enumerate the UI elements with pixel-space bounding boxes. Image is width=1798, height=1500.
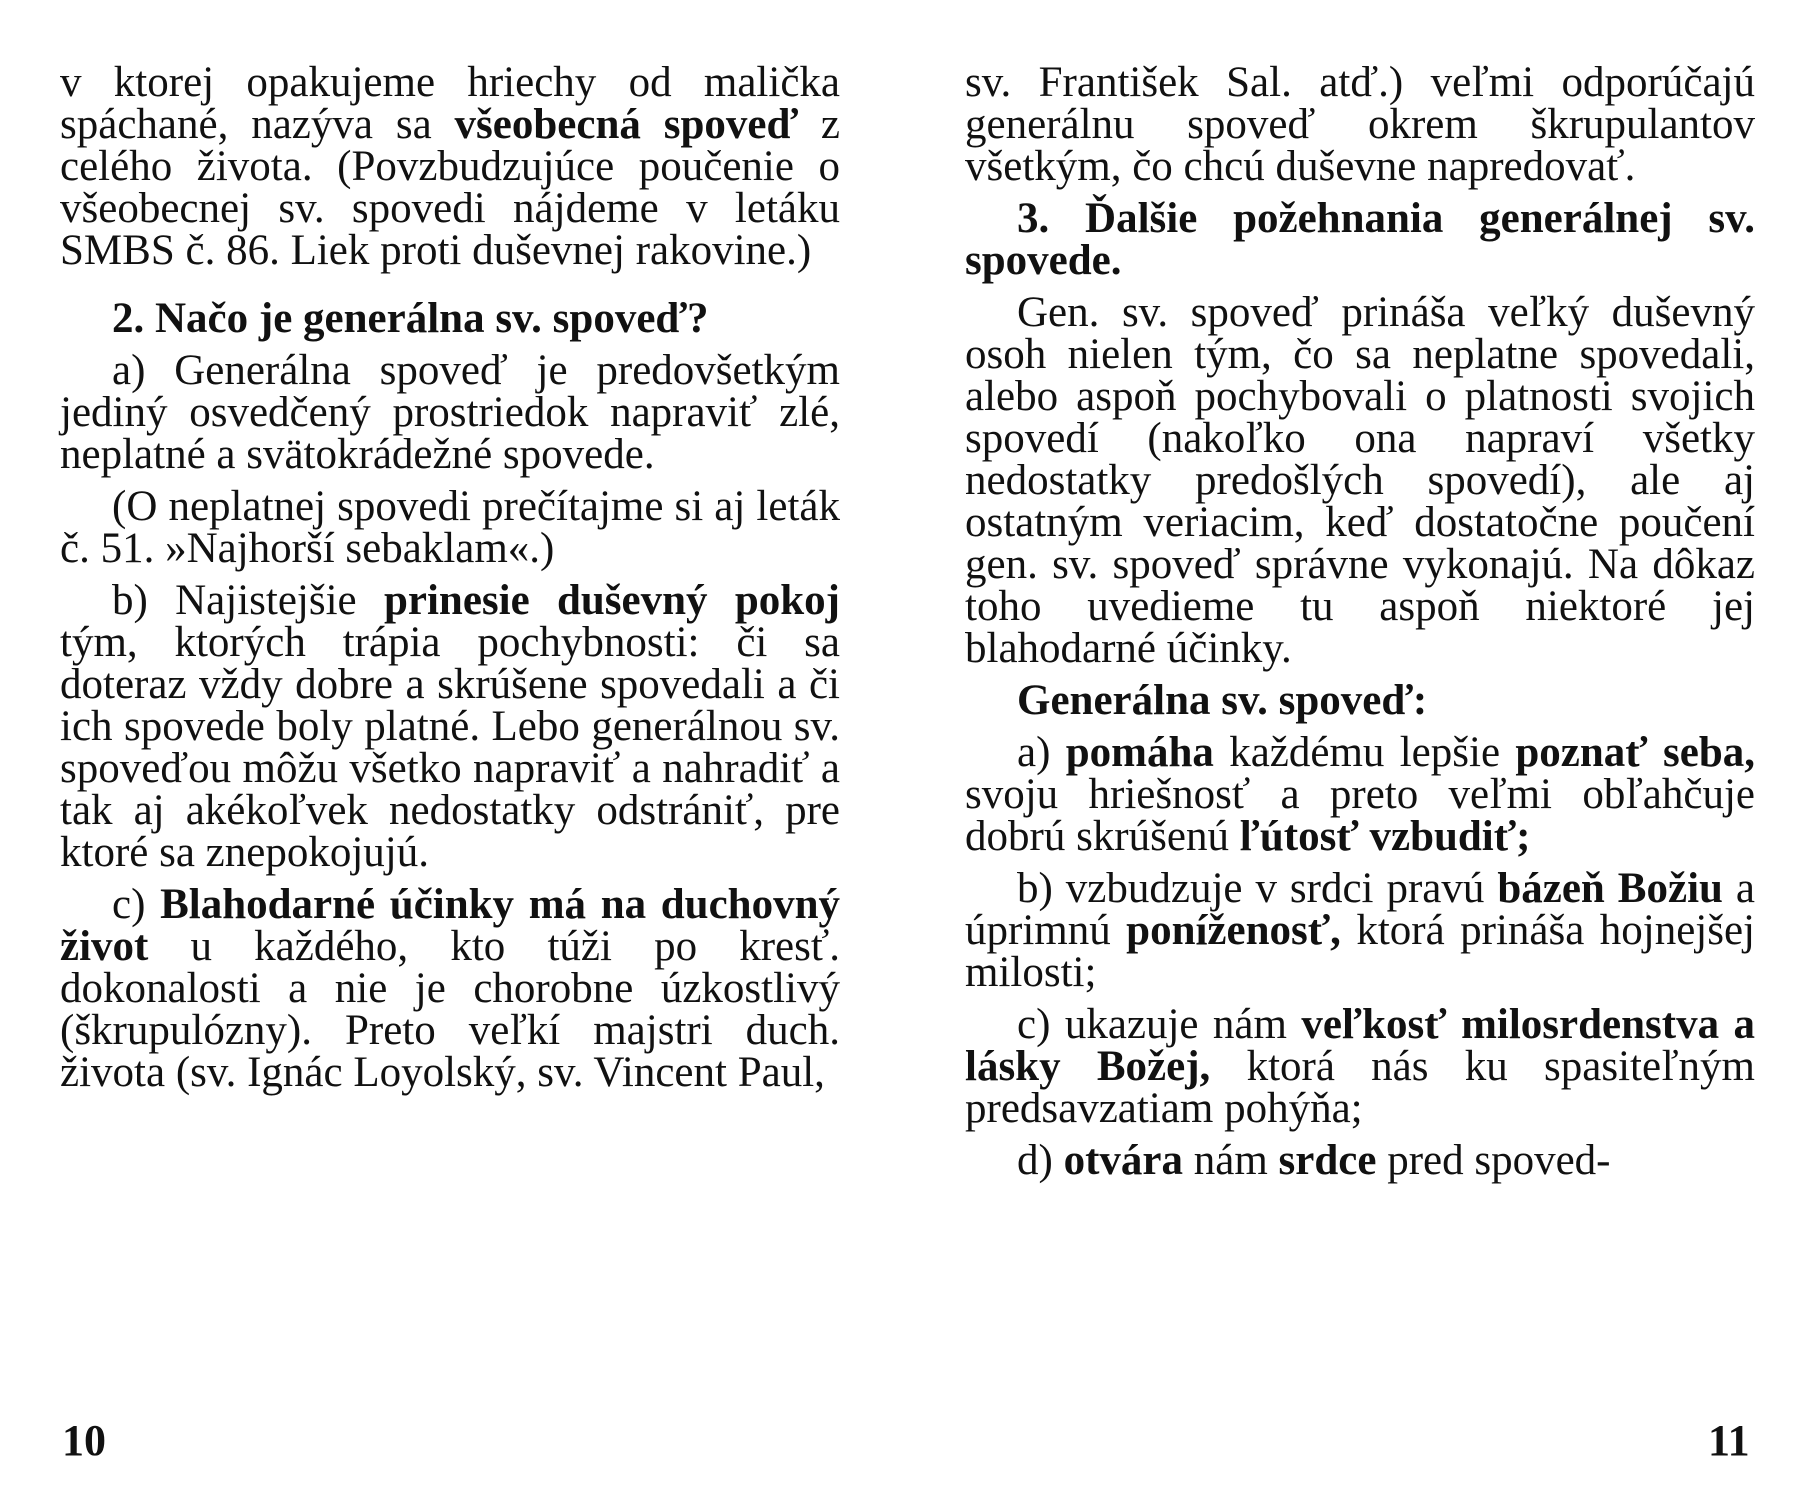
page-number-right: 11 xyxy=(1708,1416,1750,1465)
bold-term: prinesie duševný pokoj xyxy=(383,577,840,624)
text-run: d) xyxy=(1017,1137,1064,1184)
list-item-c xyxy=(965,1001,1756,1132)
text-run: pred spoved- xyxy=(1376,1137,1611,1184)
text-run: každému lepšie xyxy=(1213,729,1516,776)
text-run: a úprimnú xyxy=(965,865,1755,954)
text-run: svoju hriešnosť a preto veľmi obľahčuje dobrú skrúšenú xyxy=(965,771,1755,860)
bold-term: všeobecná spoveď xyxy=(454,101,799,148)
bold-term: poníženosť, xyxy=(1126,907,1341,954)
right-page xyxy=(965,59,1756,1192)
paragraph-c xyxy=(60,881,841,1096)
bold-term: pomáha xyxy=(1065,729,1214,776)
bold-term: poznať seba, xyxy=(1515,729,1755,776)
text-run: c) xyxy=(112,881,161,928)
text-run: c) ukazuje nám xyxy=(1017,1001,1302,1048)
text-run: nám xyxy=(1182,1137,1279,1184)
section-heading-3: 3. Ďalšie požehnania generálnej sv. spovede. xyxy=(965,195,1755,284)
text-run: v ktorej opakujeme hriechy od malička spáchané, nazýva sa xyxy=(60,59,840,148)
list-item-b xyxy=(965,865,1755,996)
text-run: tým, ktorých trápia pochybnosti: či sa doteraz vždy dobre a skrúšene spovedali a či ich spovede boly platné. Lebo generálnou sv. spoveďou môžu všetko napraviť a nahradiť a tak aj akékoľvek nedostatky odstrániť, pre ktoré sa znepokojujú. xyxy=(60,619,840,876)
bold-term: ľútosť vzbudiť; xyxy=(1239,813,1531,860)
left-page xyxy=(60,59,841,1104)
text-run: ktorá nás ku spasiteľným predsavzatiam pohýňa; xyxy=(965,1043,1755,1132)
paragraph-blessings: Gen. sv. spoveď prináša veľký duševný osoh nielen tým, čo sa neplatne spovedali, alebo aspoň pochybovali o platnosti svojich spovedí (nakoľko ona napraví všetky nedostatky predošlých spovedí), ale aj ostatným veriacim, keď dostatočne poučení gen. sv. spoveď správne vykonajú. Na dôkaz toho uvedieme tu aspoň niektoré jej blahodarné účinky. xyxy=(965,289,1755,672)
paragraph-general-confession-intro xyxy=(60,59,840,274)
paragraph-b xyxy=(60,577,840,876)
section-heading-2: 2. Načo je generálna sv. spoveď? xyxy=(112,295,709,342)
text-run: z celého života. (Povzbudzujúce poučenie o všeobecnej sv. spovedi nájdeme v letáku SMBS č. 86. Liek proti duševnej rakovine.) xyxy=(60,101,840,274)
list-item-a xyxy=(965,729,1755,860)
bold-term: srdce xyxy=(1278,1137,1377,1184)
paragraph-continuation: sv. František Sal. atď.) veľmi odporúčajú generálnu spoveď okrem škrupulantov všetkým, čo chcú duševne napredovať. xyxy=(965,59,1755,190)
section-heading-4: Generálna sv. spoveď: xyxy=(1017,677,1428,724)
paragraph-a: a) Generálna spoveď je predovšetkým jediný osvedčený prostriedok napraviť zlé, neplatné a svätokrádežné spovede. xyxy=(60,347,840,478)
text-run: a) xyxy=(1017,729,1066,776)
list-item-d xyxy=(965,1137,1755,1184)
paragraph-a-note: (O neplatnej spovedi prečítajme si aj leták č. 51. »Najhorší sebaklam«.) xyxy=(60,483,840,572)
text-run: ktorá prináša hojnejšej milosti; xyxy=(965,907,1755,996)
page-number-left: 10 xyxy=(62,1416,106,1465)
text-run: b) vzbudzuje v srdci pravú xyxy=(1017,865,1498,912)
bold-term: otvára xyxy=(1063,1137,1183,1184)
text-run: u každého, kto túži po kresť. dokonalosti a nie je chorobne úzkostlivý (škrupulózny). Preto veľkí majstri duch. života (sv. Ignác Loyolský, sv. Vincent Paul, xyxy=(60,923,840,1096)
bold-term: Blahodarné účinky má na duchovný život xyxy=(60,881,841,970)
bold-term: bázeň Božiu xyxy=(1497,865,1723,912)
bold-term: veľkosť milosrdenstva a lásky Božej, xyxy=(965,1001,1756,1090)
text-run: b) Najistejšie xyxy=(112,577,384,624)
